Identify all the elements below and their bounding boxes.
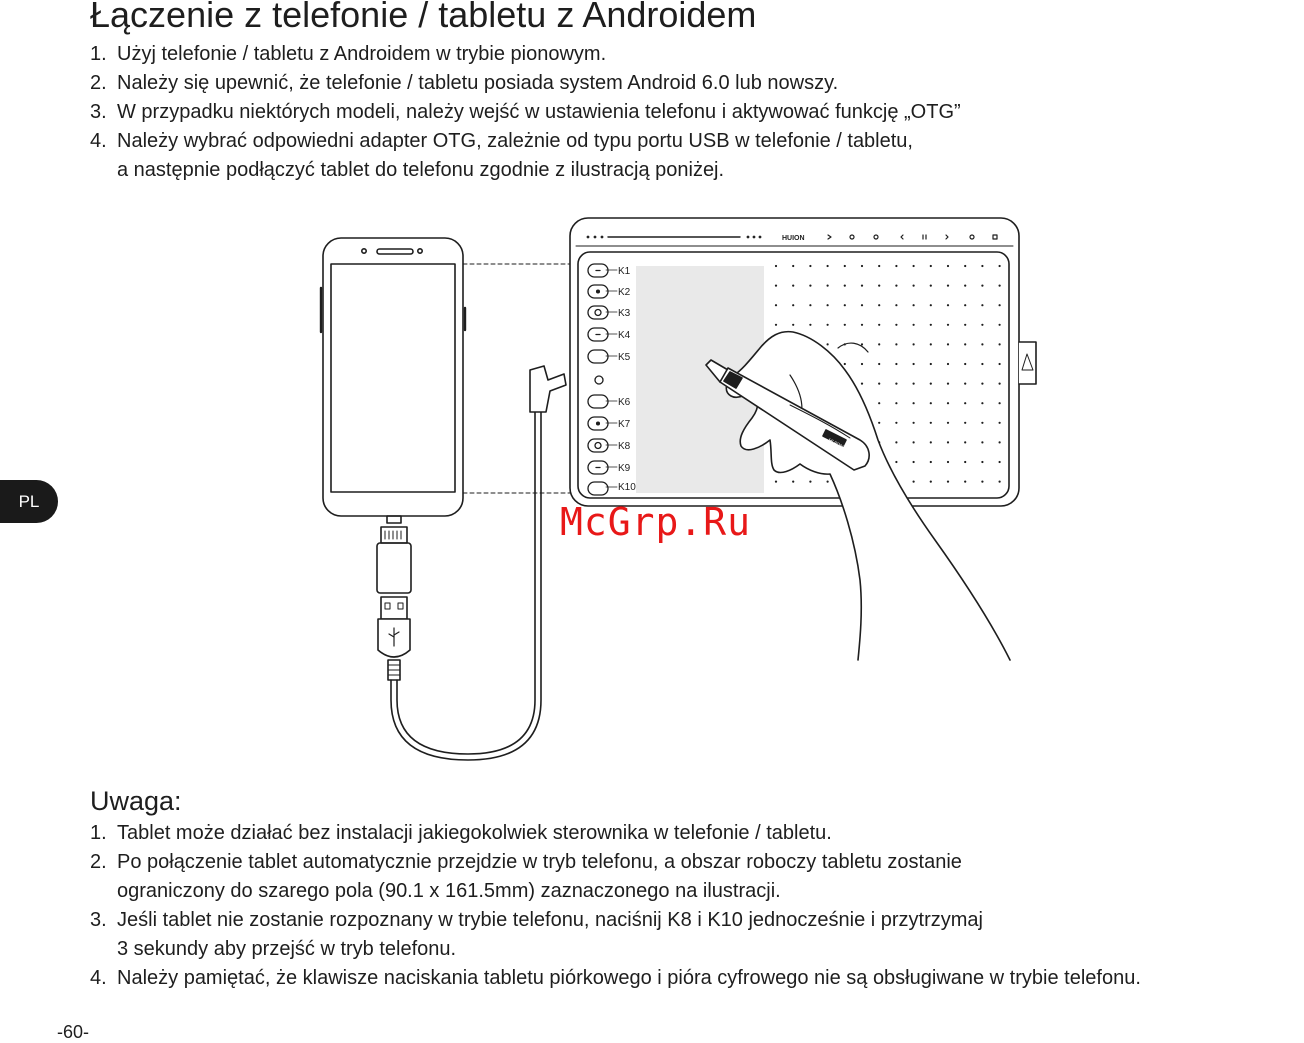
grid-dot <box>844 304 846 306</box>
note-text-continuation: 3 sekundy aby przejść w tryb telefonu. <box>117 938 457 960</box>
key-label: K7 <box>618 419 631 430</box>
grid-dot <box>981 343 983 345</box>
grid-dot <box>964 363 966 365</box>
grid-dot <box>913 441 915 443</box>
grid-dot <box>999 324 1001 326</box>
step-text: Należy wybrać odpowiedni adapter OTG, zależnie od typu portu USB w telefonie / tabletu, <box>117 130 913 152</box>
grid-dot <box>861 265 863 267</box>
grid-dot <box>947 422 949 424</box>
grid-dot <box>999 461 1001 463</box>
grid-dot <box>964 402 966 404</box>
grid-dot <box>947 441 949 443</box>
note-item <box>90 819 1141 848</box>
note-item <box>90 906 1141 935</box>
grid-dot <box>861 324 863 326</box>
grid-dot <box>930 383 932 385</box>
grid-dot <box>844 363 846 365</box>
grid-dot <box>964 441 966 443</box>
usb-c-plug <box>530 366 566 412</box>
otg-adapter <box>377 527 411 680</box>
pen-brand-logo: HUION <box>827 437 845 451</box>
note-number: 2. <box>90 851 107 873</box>
grid-dot <box>895 324 897 326</box>
grid-dot <box>844 324 846 326</box>
note-item <box>90 964 1141 993</box>
grid-dot <box>913 461 915 463</box>
grid-dot <box>964 285 966 287</box>
grid-dot <box>913 383 915 385</box>
grid-dot <box>981 402 983 404</box>
grid-dot <box>930 343 932 345</box>
grid-dot <box>947 304 949 306</box>
grid-dot <box>913 343 915 345</box>
grid-dot <box>878 363 880 365</box>
grid-dot <box>878 324 880 326</box>
grid-dot <box>999 304 1001 306</box>
grid-dot <box>947 383 949 385</box>
step-text: Użyj telefonie / tabletu z Androidem w trybie pionowym. <box>117 43 607 65</box>
grid-dot <box>947 265 949 267</box>
grid-dot <box>827 265 829 267</box>
grid-dot <box>981 304 983 306</box>
grid-dot <box>999 422 1001 424</box>
note-text: Należy pamiętać, że klawisze naciskania tabletu piórkowego i pióra cyfrowego nie są obsługiwane w trybie telefonu. <box>117 967 1141 989</box>
grid-dot <box>809 285 811 287</box>
grid-dot <box>930 265 932 267</box>
grid-dot <box>895 363 897 365</box>
grid-dot <box>947 324 949 326</box>
grid-dot <box>981 324 983 326</box>
page-title: Łączenie z telefonie / tabletu z Androidem <box>90 0 757 35</box>
grid-dot <box>827 285 829 287</box>
grid-dot <box>930 481 932 483</box>
grid-dot <box>999 383 1001 385</box>
grid-dot <box>999 441 1001 443</box>
watermark: McGrp.Ru <box>560 500 752 544</box>
key-label: K10 <box>618 482 636 493</box>
grid-dot <box>861 343 863 345</box>
grid-dot <box>981 363 983 365</box>
grid-dot <box>827 481 829 483</box>
grid-dot <box>878 265 880 267</box>
grid-dot <box>792 324 794 326</box>
grid-dot <box>999 343 1001 345</box>
note-text: Jeśli tablet nie zostanie rozpoznany w trybie telefonu, naciśnij K8 i K10 jednocześnie i przytrzymaj <box>117 909 983 931</box>
tablet-brand-logo: HUION <box>782 235 805 242</box>
key-label: K6 <box>618 397 631 408</box>
step-text-continuation: a następnie podłączyć tablet do telefonu zgodnie z ilustracją poniżej. <box>117 159 725 181</box>
grid-dot <box>964 304 966 306</box>
grid-dot <box>861 304 863 306</box>
grid-dot <box>930 324 932 326</box>
key-label: K1 <box>618 266 631 277</box>
note-title: Uwaga: <box>90 786 182 816</box>
grid-dot <box>947 363 949 365</box>
grid-dot <box>947 481 949 483</box>
grid-dot <box>981 265 983 267</box>
grid-dot <box>878 383 880 385</box>
grid-dot <box>827 324 829 326</box>
grid-dot <box>913 304 915 306</box>
grid-dot <box>878 304 880 306</box>
grid-dot <box>964 422 966 424</box>
grid-dot <box>913 422 915 424</box>
grid-dot <box>895 304 897 306</box>
grid-dot <box>895 285 897 287</box>
key-label: K4 <box>618 330 631 341</box>
grid-dot <box>930 363 932 365</box>
grid-dot <box>895 343 897 345</box>
note-item <box>90 848 1141 877</box>
note-text: Po połączenie tablet automatycznie przejdzie w tryb telefonu, a obszar roboczy tabletu zostanie <box>117 851 962 873</box>
grid-dot <box>861 363 863 365</box>
notes-list <box>90 819 1141 993</box>
grid-dot <box>895 402 897 404</box>
grid-dot <box>999 265 1001 267</box>
grid-dot <box>930 441 932 443</box>
grid-dot <box>792 285 794 287</box>
grid-dot <box>775 304 777 306</box>
grid-dot <box>878 402 880 404</box>
grid-dot <box>792 481 794 483</box>
grid-dot <box>947 285 949 287</box>
grid-dot <box>775 324 777 326</box>
grid-dot <box>878 285 880 287</box>
grid-dot <box>947 461 949 463</box>
step-number: 4. <box>90 130 107 152</box>
grid-dot <box>827 343 829 345</box>
grid-dot <box>981 422 983 424</box>
grid-dot <box>809 324 811 326</box>
grid-dot <box>964 324 966 326</box>
grid-dot <box>861 285 863 287</box>
grid-dot <box>964 461 966 463</box>
grid-dot <box>999 363 1001 365</box>
grid-dot <box>964 343 966 345</box>
page-number: -60- <box>57 1022 90 1042</box>
grid-dot <box>775 481 777 483</box>
grid-dot <box>895 383 897 385</box>
language-tab: PL <box>0 480 58 523</box>
key-label: K8 <box>618 441 631 452</box>
grid-dot <box>964 383 966 385</box>
grid-dot <box>861 383 863 385</box>
grid-dot <box>930 285 932 287</box>
key-label: K3 <box>618 308 631 319</box>
grid-dot <box>947 402 949 404</box>
grid-dot <box>844 285 846 287</box>
note-number: 1. <box>90 822 107 844</box>
grid-dot <box>999 402 1001 404</box>
grid-dot <box>827 304 829 306</box>
grid-dot <box>930 304 932 306</box>
grid-dot <box>792 265 794 267</box>
grid-dot <box>999 285 1001 287</box>
grid-dot <box>809 265 811 267</box>
grid-dot <box>809 304 811 306</box>
step-text: W przypadku niektórych modeli, należy wejść w ustawienia telefonu i aktywować funkcję „OTG” <box>117 101 961 123</box>
grid-dot <box>930 461 932 463</box>
grid-dot <box>981 383 983 385</box>
step-number: 3. <box>90 101 107 123</box>
key-label: K9 <box>618 463 631 474</box>
grid-dot <box>981 481 983 483</box>
step-number: 1. <box>90 43 107 65</box>
grid-dot <box>913 481 915 483</box>
grid-dot <box>930 422 932 424</box>
grid-dot <box>913 402 915 404</box>
grid-dot <box>913 285 915 287</box>
step-text: Należy się upewnić, że telefonie / tabletu posiada system Android 6.0 lub nowszy. <box>117 72 839 94</box>
note-number: 4. <box>90 967 107 989</box>
grid-dot <box>913 324 915 326</box>
key-label: K2 <box>618 287 631 298</box>
grid-dot <box>981 285 983 287</box>
grid-dot <box>844 265 846 267</box>
key-label: K5 <box>618 352 631 363</box>
grid-dot <box>947 343 949 345</box>
grid-dot <box>895 441 897 443</box>
grid-dot <box>792 304 794 306</box>
step-number: 2. <box>90 72 107 94</box>
grid-dot <box>981 461 983 463</box>
grid-dot <box>775 285 777 287</box>
grid-dot <box>775 265 777 267</box>
note-text: Tablet może działać bez instalacji jakiegokolwiek sterownika w telefonie / tabletu. <box>117 822 832 844</box>
grid-dot <box>913 363 915 365</box>
grid-dot <box>930 402 932 404</box>
grid-dot <box>878 343 880 345</box>
grid-dot <box>913 265 915 267</box>
grid-dot <box>999 481 1001 483</box>
grid-dot <box>895 265 897 267</box>
grid-dot <box>981 441 983 443</box>
grid-dot <box>895 461 897 463</box>
smartphone <box>321 238 465 523</box>
note-number: 3. <box>90 909 107 931</box>
grid-dot <box>895 422 897 424</box>
grid-dot <box>878 422 880 424</box>
grid-dot <box>964 481 966 483</box>
grid-dot <box>809 481 811 483</box>
grid-dot <box>964 265 966 267</box>
note-text-continuation: ograniczony do szarego pola (90.1 x 161.5mm) zaznaczonego na ilustracji. <box>117 880 781 902</box>
